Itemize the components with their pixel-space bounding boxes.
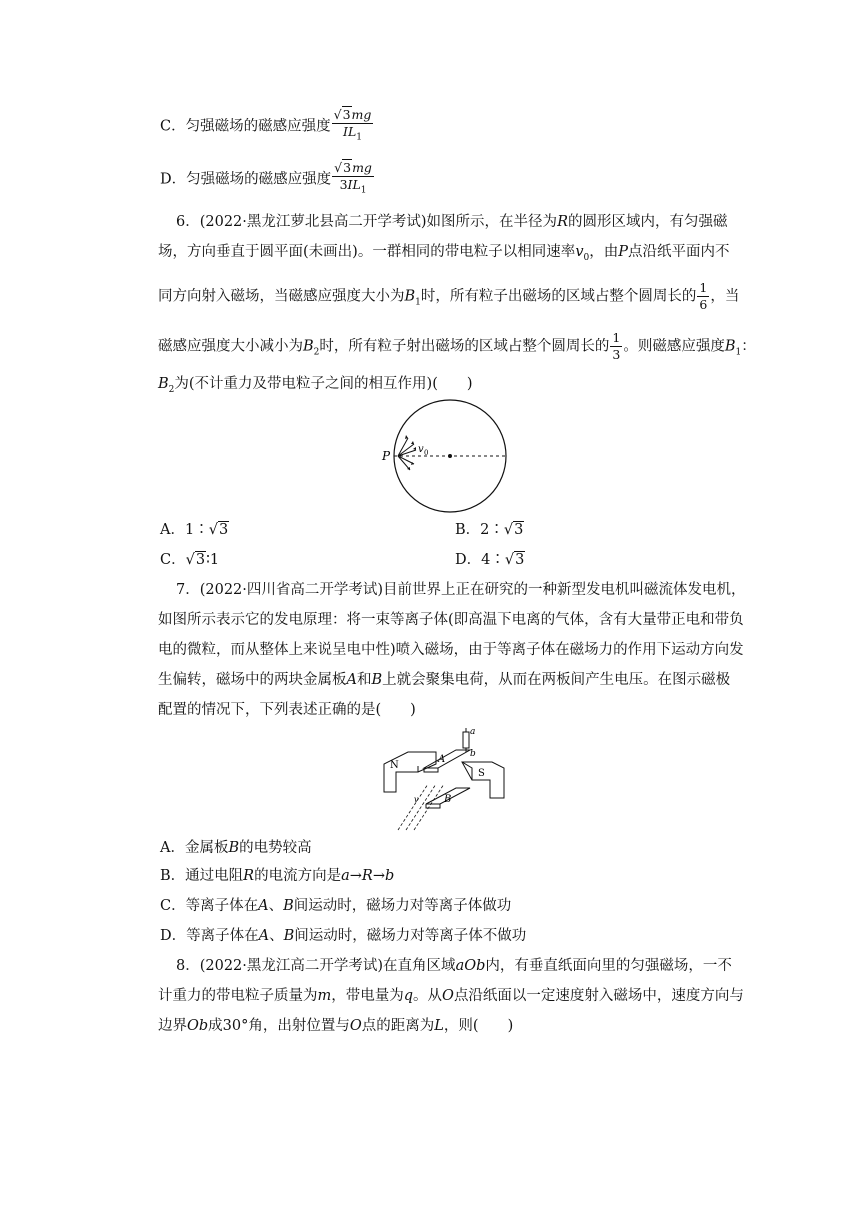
q6-option-c: C．√3∶1 [160,552,220,568]
plasma-beam [398,784,444,830]
q6-option-a: A．1∶√3 [160,522,229,538]
label-v: v [414,795,419,804]
fraction: $\frac{√3mg}{IL_1}$ [332,107,374,146]
q7-option-c: C．等离子体在A、B间运动时，磁场力对等离子体做功 [160,898,512,914]
fraction-one-sixth: $\frac{1}{6}$ [699,280,708,312]
q8-line-3: 边界Ob成30°角，出射位置与O点的距离为L，则( ) [158,1018,514,1034]
label-b-plate: B [444,794,452,805]
q7-option-a: A．金属板B的电势较高 [160,840,312,856]
q6-line-2: 场，方向垂直于圆平面(未画出)。一群相同的带电粒子以相同速率$v_0$，由P点沿纸平面内不 [158,244,730,263]
q7-line-3: 电的微粒，而从整体上来说呈电中性)喷入磁场，由于等离子体在磁场力的作用下运动方向发 [158,642,744,658]
label-a-terminal: a [470,727,476,737]
q7-option-d: D．等离子体在A、B间运动时，磁场力对等离子体不做功 [160,928,527,944]
q7-line-5: 配置的情况下，下列表述正确的是( ) [158,702,416,718]
circle-field-figure [378,398,508,516]
q7-line-4: 生偏转，磁场中的两块金属板A和B上就会聚集电荷，从而在两板间产生电压。在图示磁极 [158,672,731,688]
label-b-terminal: b [470,749,476,759]
label-n: N [390,760,399,771]
point-p-label: P [382,449,391,463]
q5-option-c: C．匀强磁场的磁感应强度 $\frac{√3mg}{IL_1}$ [160,107,374,146]
q6-line-1: 6．(2022·黑龙江萝北县高二开学考试)如图所示，在半径为R的圆形区域内，有匀强磁 [176,214,728,230]
q7-line-1: 7．(2022·四川省高二开学考试)目前世界上正在研究的一种新型发电机叫磁流体发电机， [176,582,746,598]
q7-option-b: B．通过电阻R的电流方向是a→R→b [160,868,395,884]
q6-line-3: 同方向射入磁场，当磁感应强度大小为$B_1$时，所有粒子出磁场的区域占整个圆周长的 $\frac{1}{6}$ ，当 [158,280,740,312]
label-s: S [478,768,485,779]
q6-option-b: B．2∶√3 [455,522,524,538]
q5-option-d: D．匀强磁场的磁感应强度 $\frac{√3mg}{3IL_1}$ [160,160,375,199]
center-dot [448,454,452,458]
fraction: $\frac{√3mg}{3IL_1}$ [332,160,374,199]
q6-line-4: 磁感应强度大小减小为$B_2$时，所有粒子射出磁场的区域占整个圆周长的 $\frac{1}{3}$ 。则磁感应强度$B_1$： [158,330,756,362]
fraction-one-third: $\frac{1}{3}$ [612,330,621,362]
plate-a [424,750,470,768]
q8-line-2: 计重力的带电粒子质量为m，带电量为q。从O点沿纸面以一定速度射入磁场中，速度方向与 [158,988,744,1004]
mhd-generator-figure [378,722,510,832]
q8-line-1: 8．(2022·黑龙江高二开学考试)在直角区域aOb内，有垂直纸面向里的匀强磁场，一不 [176,958,732,974]
resistor-r [463,732,469,748]
v0-label: v [418,444,424,455]
q6-option-d: D．4∶√3 [455,552,525,568]
label-a: A [438,754,446,765]
q6-line-5: $B_2$为(不计重力及带电粒子之间的相互作用)( ) [158,376,473,395]
v0-sub: 0 [424,449,429,457]
q7-line-2: 如图所示表示它的发电原理：将一束等离子体(即高温下电离的气体，含有大量带正电和带负 [158,612,744,628]
